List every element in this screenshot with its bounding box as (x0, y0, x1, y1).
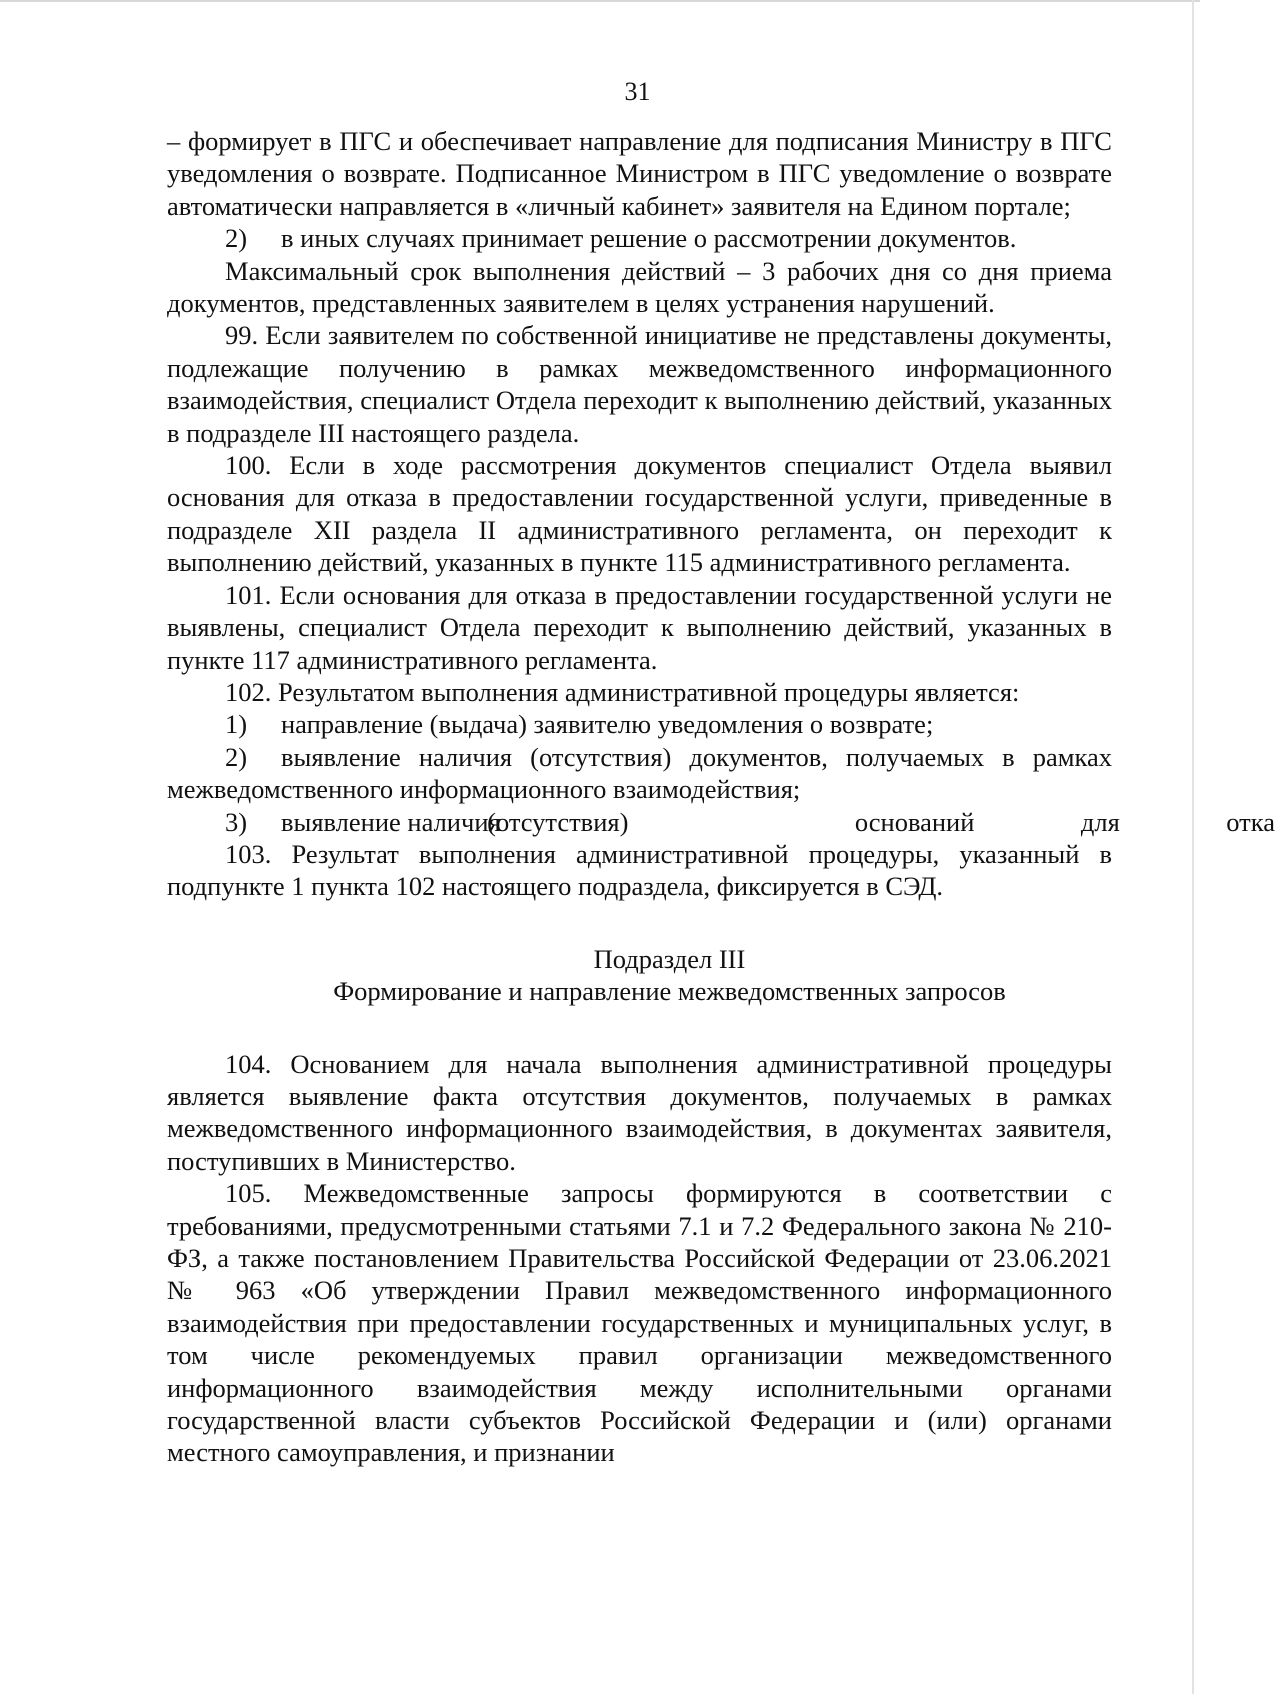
section-title: Подраздел III (593, 943, 746, 974)
list-text: выявление наличия (отсутствия) документов, получаемых в рамках межведомственного информационного взаимодействия; (167, 741, 1112, 805)
paragraph-max-term: Максимальный срок выполнения действий – 3 рабочих дня со дня приема документов, представленных заявителем в целях устранения нарушений. (167, 255, 1112, 319)
section-spacer (167, 1008, 1112, 1040)
paragraph-return-notice: – формирует в ПГС и обеспечивает направление для подписания Министру в ПГС уведомления о возврате. Подписанное Министром в ПГС уведомление о возврате автоматически направляется в «личный кабинет» заявителя на Едином портале; (167, 126, 1112, 221)
paragraph-101: 101. Если основания для отказа в предоставлении государственной услуги не выявлены, специалист Отдела переходит к выполнению действий, указанных в пункте 117 административного регламента. (167, 579, 1112, 675)
list-item-102-3 (167, 806, 1275, 838)
page-number: 31 (624, 77, 651, 106)
paragraph-100: 100. Если в ходе рассмотрения документов специалист Отдела выявил основания для отказа в предоставлении государственной услуги, приведенные в подразделе XII раздела II административного регламента, он переходит к выполнению действий, указанных в пункте 115 административного регламента. (167, 450, 1112, 578)
paragraph-102: 102. Результатом выполнения административной процедуры является: (225, 676, 1020, 707)
list-text-part: оснований (854, 806, 975, 837)
list-item-102-1 (167, 708, 1112, 740)
paragraph-105: 105. Межведомственные запросы формируются в соответствии с требованиями, предусмотренными статьями 7.1 и 7.2 Федерального закона № 210-ФЗ, а также постановлением Правительства Российской Федерации от 23.06.2021 № 963 «Об утверждении Правил межведомственного информационного взаимодействия при предоставлении государственных и муниципальных услуг, в том числе рекомендуемых правил организации межведомственного информационного взаимодействия между исполнительными органами государственной власти субъектов Российской Федерации и (или) органами местного самоуправления, и признании (167, 1178, 1112, 1468)
list-number: 2) (225, 223, 248, 254)
section-spacer (167, 1040, 1112, 1048)
section-spacer (167, 903, 1112, 935)
list-item-102-2 (167, 741, 1112, 806)
list-text-part: (отсутствия) (487, 806, 629, 837)
list-text-part (225, 806, 501, 838)
section-subtitle: Формирование и направление межведомственных запросов (333, 976, 1006, 1007)
list-text-part: отка (1226, 806, 1275, 837)
list-number: 2) (225, 741, 248, 772)
list-text: в иных случаях принимает решение о рассмотрении документов. (281, 223, 1017, 254)
list-number: 1) (225, 709, 248, 740)
list-text: выявление наличия (281, 806, 501, 837)
paragraph-104: 104. Основанием для начала выполнения административной процедуры является выявление факта отсутствия документов, получаемых в рамках межведомственного информационного взаимодействия, в документах заявителя, поступивших в Министерство. (167, 1048, 1112, 1176)
list-number: 3) (225, 806, 248, 837)
list-text: направление (выдача) заявителю уведомления о возврате; (281, 709, 934, 740)
paragraph-99: 99. Если заявителем по собственной инициативе не представлены документы, подлежащие получению в рамках межведомственного информационного взаимодействия, специалист Отдела переходит к выполнению действий, указанных в подразделе III настоящего раздела. (167, 320, 1112, 448)
paragraph-103: 103. Результат выполнения административной процедуры, указанный в подпункте 1 пункта 102 настоящего подраздела, фиксируется в СЭД. (167, 838, 1112, 902)
section-spacer (167, 935, 1112, 943)
list-text-part: для (1080, 806, 1120, 837)
document-body (167, 125, 1275, 1469)
list-item-other-cases (167, 222, 1112, 254)
